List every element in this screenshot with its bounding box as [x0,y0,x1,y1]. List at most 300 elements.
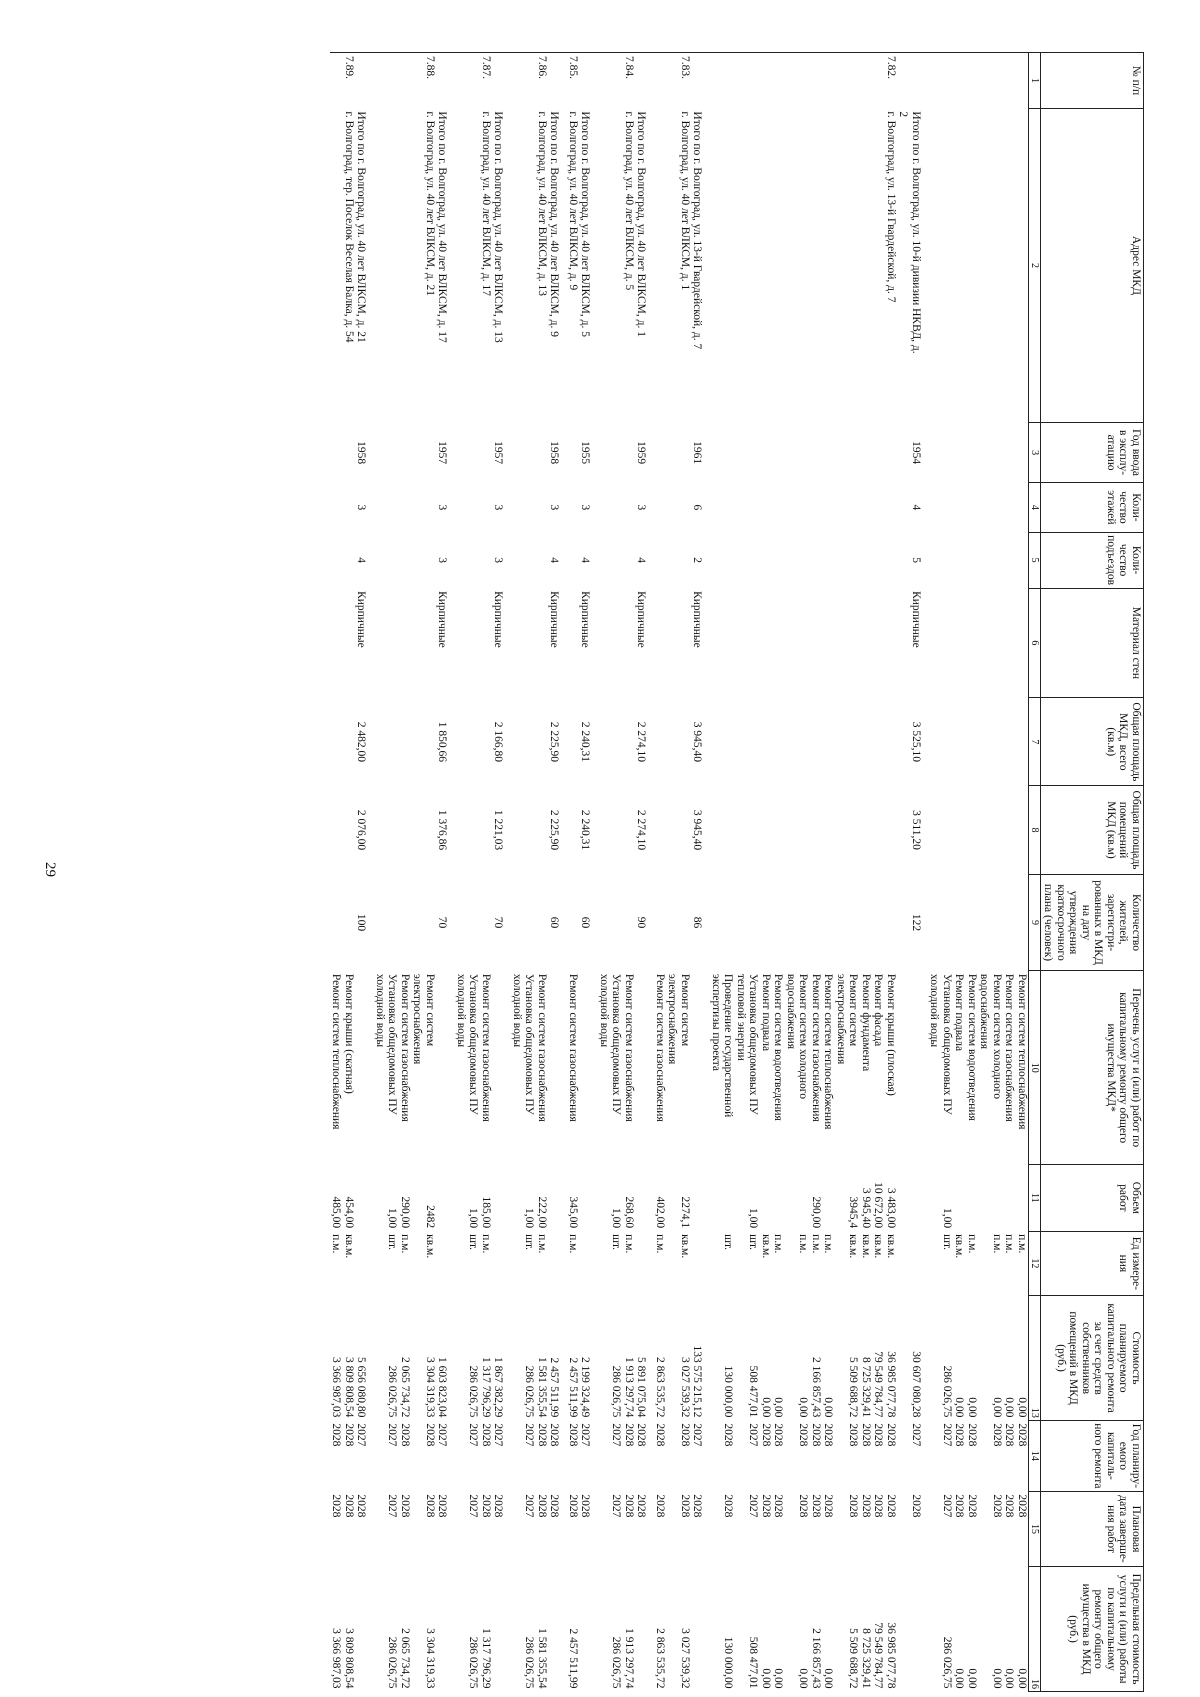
entrances-cell: 2 [691,557,704,563]
unit-cell: кв.м. [760,1234,772,1259]
total-area-cell [710,698,735,786]
total-area-cell [966,698,979,786]
entrances-cell [399,532,412,588]
address-cell [835,108,860,422]
row-number [735,53,760,109]
floors-cell [978,483,1003,532]
row-number [978,53,1003,109]
max-cost-cell: 8 725 329,41 [860,1628,872,1689]
work-volume-cell: 1,00 [386,1208,399,1229]
premises-area-cell [623,786,636,874]
address-cell [330,108,343,422]
residents-cell [511,874,536,971]
wall-material-cell [735,588,760,698]
residents-cell [536,874,549,971]
wall-material-cell [623,588,636,698]
cost-cell: 1 317 796,29 [480,1357,492,1418]
work-volume-cell: 3 483,00 [885,1187,897,1229]
wall-material-cell [567,588,580,698]
completion-date-cell: 2028 [953,1494,966,1518]
total-area-cell [953,698,966,786]
cost-cell: 3 809 808,54 [343,1357,355,1418]
address-cell: Итого по г. Волгоград, ул. 13-й Гвардейской, д. 7 [691,111,704,350]
work-type-cell: Ремонт систем газоснабжения [480,973,492,1122]
address-cell [822,108,835,422]
premises-area-cell [953,786,966,874]
entrances-cell [872,532,885,588]
max-cost-cell: 0,00 [991,1668,1003,1689]
work-volume-cell [1016,1164,1029,1231]
repair-year-cell: 2028 [548,1423,561,1447]
max-cost-cell: 1 581 355,54 [536,1628,548,1689]
max-cost-cell [436,1567,455,1692]
row-number [710,53,735,109]
repair-year-cell: 2028 [885,1423,897,1447]
row-number [928,53,953,109]
floors-cell [567,483,580,532]
residents-cell [810,874,823,971]
work-volume-cell: 1,00 [941,1208,953,1229]
completion-date-cell: 2027 [467,1494,480,1518]
year-built-cell: 1959 [635,441,648,465]
work-volume-cell [492,1164,511,1231]
completion-date-cell: 2028 [991,1494,1003,1518]
completion-date-cell: 2028 [635,1494,648,1518]
premises-area-cell: 2 240,31 [579,809,592,851]
unit-cell [355,1231,374,1296]
work-volume-cell: 485,00 [330,1196,343,1229]
premises-area-cell [399,786,412,874]
repair-year-cell: 2028 [991,1423,1003,1447]
row-number [355,53,374,109]
max-cost-cell: 0,00 [797,1668,810,1689]
year-built-cell: 1954 [910,441,922,465]
wall-material-cell [785,588,810,698]
max-cost-cell: 3 809 808,54 [343,1628,355,1689]
year-built-cell: 1957 [436,441,449,465]
cost-cell: 286 026,75 [523,1365,536,1418]
row-number [860,53,873,109]
address-cell [654,108,667,422]
completion-date-cell: 2028 [910,1494,922,1518]
total-area-cell [860,698,873,786]
row-number [810,53,823,109]
completion-date-cell: 2028 [579,1494,592,1518]
premises-area-cell [567,786,580,874]
repair-year-cell: 2028 [480,1423,492,1447]
max-cost-cell [897,1567,928,1692]
entrances-cell [455,532,480,588]
column-number: 14 [1029,1420,1041,1491]
floors-cell: 3 [436,504,449,511]
completion-date-cell: 2028 [424,1494,436,1518]
work-type-cell: Установка общедомовых ПУ холодной воды [511,973,536,1115]
max-cost-cell [579,1567,598,1692]
residents-cell: 70 [492,916,505,929]
column-number: 13 [1029,1296,1041,1421]
floors-cell [511,483,536,532]
total-area-cell: 3 525,10 [910,721,922,762]
floors-cell [760,483,773,532]
residents-cell [885,874,898,971]
repair-year-cell: 2028 [679,1423,691,1447]
work-volume-cell [635,1164,654,1231]
address-cell [978,108,1003,422]
floors-cell [860,483,873,532]
premises-area-cell: 2 274,10 [635,809,648,851]
entrances-cell [343,532,356,588]
address-cell [860,108,873,422]
wall-material-cell: Кирпичные [635,591,648,648]
row-number: 7.89. [343,53,356,109]
max-cost-cell [548,1567,567,1692]
year-built-cell: 1961 [691,441,704,465]
entrances-cell [966,532,979,588]
premises-area-cell [772,786,785,874]
max-cost-cell: 2 863 535,72 [654,1628,666,1689]
work-type-cell: Ремонт систем водоотведения [772,973,785,1121]
wall-material-cell: Кирпичные [691,591,704,648]
table-row [623,53,636,1692]
entrances-cell: 4 [579,557,592,563]
floors-cell [710,483,735,532]
total-area-cell [654,698,667,786]
residents-cell [928,874,953,971]
row-number [835,53,860,109]
completion-date-cell: 2027 [941,1494,953,1518]
repair-year-cell: 2027 [467,1423,480,1447]
header-cell: Общая площадь МКД, всего (кв.м) [1041,698,1144,786]
unit-cell: п.м. [330,1234,343,1254]
address-cell [735,108,760,422]
row-number [374,53,399,109]
repair-year-cell: 2028 [953,1423,966,1447]
cost-cell: 5 656 080,80 [355,1357,368,1418]
repair-year-cell: 2027 [492,1423,505,1447]
column-number: 7 [1029,698,1041,786]
total-area-cell [872,698,885,786]
residents-cell [399,874,412,971]
column-number: 9 [1029,874,1041,971]
repair-year-cell: 2027 [579,1423,592,1447]
floors-cell [835,483,860,532]
wall-material-cell: Кирпичные [355,591,368,648]
unit-cell: п.м. [480,1234,492,1254]
floors-cell [330,483,343,532]
total-area-cell [480,698,493,786]
work-volume-cell: 1,00 [747,1208,760,1229]
unit-cell: п.м. [623,1234,635,1254]
wall-material-cell [885,588,898,698]
residents-cell [785,874,810,971]
premises-area-cell [411,786,436,874]
premises-area-cell [978,786,1003,874]
page-number: 29 [42,862,58,877]
entrances-cell [567,532,580,588]
row-number [822,53,835,109]
header-cell: Плановая дата заверше-ния работ [1041,1491,1144,1566]
address-cell: Итого по г. Волгоград, ул. 40 лет ВЛКСМ, д. 13 [492,111,505,343]
completion-date-cell: 2028 [548,1494,561,1518]
work-volume-cell [436,1164,455,1231]
premises-area-cell [872,786,885,874]
year-built-cell [567,422,580,482]
total-area-cell [598,698,623,786]
max-cost-cell: 286 026,75 [610,1636,623,1689]
completion-date-cell: 2028 [822,1494,835,1518]
row-number [511,53,536,109]
completion-date-cell: 2028 [654,1494,666,1518]
work-volume-cell: 345,00 [567,1196,579,1229]
premises-area-cell [1016,786,1029,874]
premises-area-cell: 3 945,40 [691,809,704,851]
unit-cell: шт. [523,1234,536,1251]
unit-cell: п.м. [1003,1234,1016,1254]
wall-material-cell [654,588,667,698]
address-cell [872,108,885,422]
year-built-cell [666,422,691,482]
header-cell: Ед измере-ния [1041,1231,1144,1296]
table-row [710,53,735,1692]
header-cell: Предельная стоимость услуги и (или) работы по капитальному ремонту общего имущества в МКД (руб.) [1041,1567,1144,1692]
entrances-cell [822,532,835,588]
cost-cell: 79 549 784,77 [872,1351,885,1418]
year-built-cell [785,422,810,482]
floors-cell: 6 [691,504,704,511]
address-cell: г. Волгоград, ул. 40 лет ВЛКСМ, д. 17 [480,111,492,296]
address-cell [810,108,823,422]
header-cell: Коли-чество подъездов [1041,532,1144,588]
cost-cell: 286 026,75 [386,1365,399,1418]
total-area-cell [822,698,835,786]
residents-cell [374,874,399,971]
column-number: 12 [1029,1231,1041,1296]
row-number [579,53,598,109]
repair-year-cell: 2028 [567,1423,579,1447]
unit-cell: кв.м. [847,1234,860,1259]
repair-year-cell: 2028 [1016,1423,1028,1447]
column-number: 11 [1029,1164,1041,1231]
year-built-cell [455,422,480,482]
entrances-cell [1016,532,1029,588]
unit-cell: шт. [722,1234,735,1251]
wall-material-cell [810,588,823,698]
premises-area-cell: 2 225,90 [548,809,561,851]
wall-material-cell [872,588,885,698]
row-number [436,53,455,109]
completion-date-cell: 2028 [623,1494,635,1518]
premises-area-cell [480,786,493,874]
max-cost-cell: 3 027 539,32 [679,1628,691,1689]
row-number: 7.85. [567,53,580,109]
year-built-cell [760,422,773,482]
year-built-cell [822,422,835,482]
entrances-cell [480,532,493,588]
table-row [1016,53,1029,1692]
row-number [785,53,810,109]
max-cost-cell [691,1567,710,1692]
wall-material-cell [480,588,493,698]
total-area-cell: 2 166,80 [492,721,505,762]
header-cell: Объем работ [1041,1164,1144,1231]
residents-cell [760,874,773,971]
unit-cell [897,1231,928,1296]
repair-year-cell: 2027 [941,1423,953,1447]
work-volume-cell: 290,00 [399,1196,411,1229]
wall-material-cell: Кирпичные [579,591,592,648]
max-cost-cell: 1 317 796,29 [480,1628,492,1689]
header-cell: Перечень услуг и (или) работ по капитальному ремонту общего имущества МКД* [1041,971,1144,1165]
residents-cell [598,874,623,971]
year-built-cell [536,422,549,482]
entrances-cell [785,532,810,588]
cost-cell: 1 867 382,29 [492,1357,505,1418]
repair-year-cell: 2027 [691,1423,704,1447]
total-area-cell [536,698,549,786]
residents-cell [411,874,436,971]
work-volume-cell: 290,00 [810,1196,822,1229]
year-built-cell: 1957 [492,441,505,465]
cost-cell: 2 457 511,99 [548,1357,561,1418]
floors-cell [885,483,898,532]
column-number: 1 [1029,53,1041,109]
completion-date-cell: 2028 [797,1494,810,1518]
work-type-cell: Ремонт систем теплоснабжения [1016,973,1028,1130]
entrances-cell [735,532,760,588]
work-volume-cell: 2482 [424,1205,436,1229]
premises-area-cell [785,786,810,874]
wall-material-cell [666,588,691,698]
floors-cell: 3 [635,504,648,511]
work-type-cell [579,971,598,1165]
table-row [598,53,623,1692]
table-row [654,53,667,1692]
table-row [411,53,436,1692]
max-cost-cell: 0,00 [772,1668,785,1689]
work-type-cell: Ремонт систем теплоснабжения [330,973,343,1130]
table-row [355,53,374,1692]
address-cell: Итого по г. Волгоград, ул. 10-й дивизии НКВД, д. 2 [897,111,922,354]
residents-cell [835,874,860,971]
entrances-cell [772,532,785,588]
row-number [330,53,343,109]
repair-year-cell: 2028 [822,1423,835,1447]
work-volume-cell: 3 945,40 [860,1187,872,1229]
entrances-cell [810,532,823,588]
premises-area-cell [598,786,623,874]
premises-area-cell [455,786,480,874]
repair-year-cell: 2028 [654,1423,666,1447]
unit-cell: п.м. [797,1234,810,1254]
repair-year-cell: 2028 [536,1423,548,1447]
entrances-cell: 3 [492,557,505,563]
work-type-cell: Ремонт систем электроснабжения [666,973,691,1065]
unit-cell [436,1231,455,1296]
total-area-cell [511,698,536,786]
address-cell [399,108,412,422]
column-number: 5 [1029,532,1041,588]
work-volume-cell: 454,00 [343,1196,355,1229]
residents-cell [772,874,785,971]
residents-cell [1003,874,1016,971]
residents-cell [654,874,667,971]
max-cost-cell [635,1567,654,1692]
max-cost-cell: 0,00 [1003,1668,1016,1689]
residents-cell: 60 [548,916,561,929]
table-row [666,53,691,1692]
cost-cell: 133 575 215,12 [691,1345,704,1418]
year-built-cell [1016,422,1029,482]
row-number [772,53,785,109]
entrances-cell [1003,532,1016,588]
completion-date-cell: 2028 [330,1494,343,1518]
year-built-cell [953,422,966,482]
residents-cell: 90 [635,916,648,929]
year-built-cell: 1958 [548,441,561,465]
premises-area-cell [511,786,536,874]
completion-date-cell: 2028 [885,1494,897,1518]
year-built-cell [872,422,885,482]
max-cost-cell [492,1567,511,1692]
cost-cell: 36 985 077,78 [885,1351,897,1418]
floors-cell [772,483,785,532]
cost-cell: 130 000,00 [722,1365,735,1418]
premises-area-cell [654,786,667,874]
wall-material-cell [598,588,623,698]
work-type-cell: Ремонт крыши (плоская) [885,973,897,1096]
cost-cell: 2 457 511,99 [567,1357,579,1418]
work-volume-cell [355,1164,374,1231]
row-number: 7.88. [411,53,436,109]
year-built-cell [978,422,1003,482]
floors-cell [480,483,493,532]
cost-cell: 508 477,01 [747,1365,760,1418]
residents-cell [330,874,343,971]
table-row [436,53,455,1692]
row-number [492,53,511,109]
unit-cell: шт. [747,1234,760,1251]
work-type-cell [492,971,511,1165]
header-cell: Материал стен [1041,588,1144,698]
completion-date-cell: 2028 [847,1494,860,1518]
year-built-cell [810,422,823,482]
cost-cell: 1 581 355,54 [536,1357,548,1418]
max-cost-cell: 0,00 [953,1668,966,1689]
column-number-row [1029,53,1041,1692]
residents-cell [343,874,356,971]
total-area-cell [772,698,785,786]
total-area-cell [623,698,636,786]
work-type-cell [548,971,567,1165]
unit-cell: п.м. [966,1234,978,1254]
total-area-cell [343,698,356,786]
work-type-cell [355,971,374,1165]
header-cell: Год ввода в эксплу-атацию [1041,422,1144,482]
residents-cell [480,874,493,971]
work-volume-cell [978,1164,1003,1231]
address-cell: г. Волгоград, ул. 40 лет ВЛКСМ, д. 5 [623,111,635,291]
address-cell: г. Волгоград, ул. 40 лет ВЛКСМ, д. 1 [679,111,691,291]
unit-cell: п.м. [567,1234,579,1254]
work-volume-cell [760,1164,773,1231]
address-cell [785,108,810,422]
column-number: 15 [1029,1491,1041,1566]
unit-cell: шт. [610,1234,623,1251]
unit-cell: шт. [941,1234,953,1251]
entrances-cell [511,532,536,588]
max-cost-cell: 130 000,00 [722,1636,735,1689]
repair-year-cell: 2027 [355,1423,368,1447]
